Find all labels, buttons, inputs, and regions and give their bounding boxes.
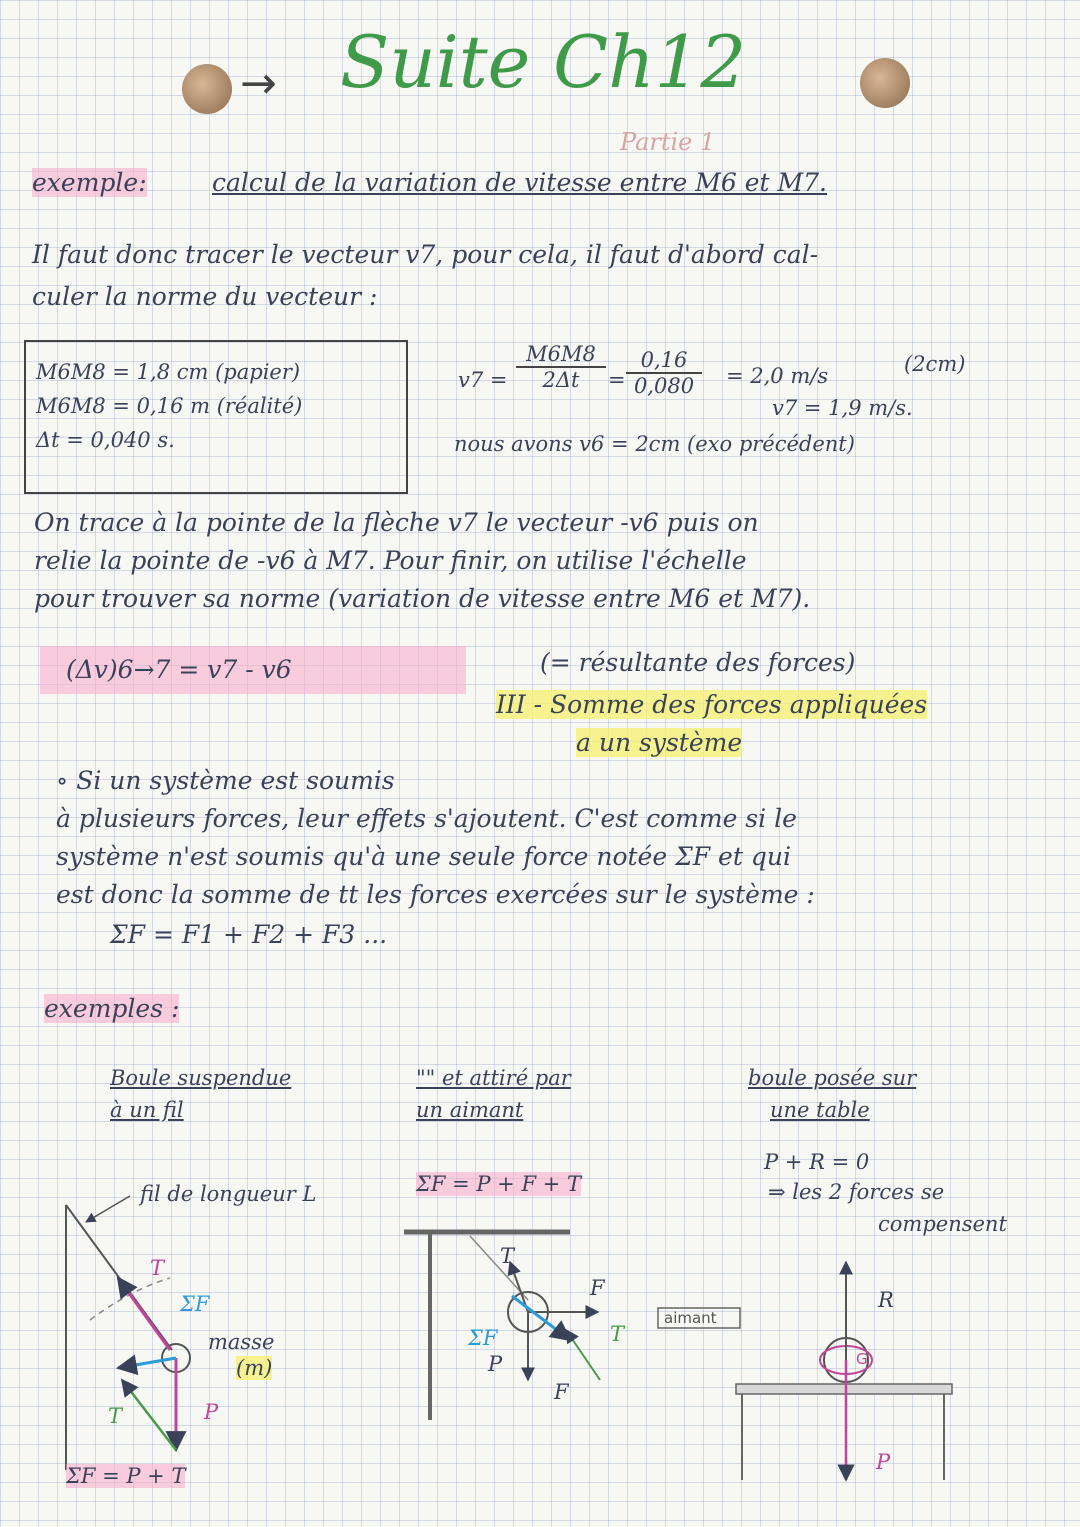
ex3-title-line-2: une table: [770, 1098, 870, 1122]
formula-equals: =: [608, 368, 626, 392]
ex1-T-label: T: [150, 1256, 165, 1280]
page-title: Suite Ch12: [340, 20, 747, 104]
data-line-1: M6M8 = 1,8 cm (papier): [36, 360, 301, 384]
example-label: exemple:: [32, 168, 147, 197]
arrow-icon: →: [240, 58, 277, 109]
ex1-masse-label: masse: [208, 1330, 275, 1354]
ex1-diagram: [66, 1196, 190, 1470]
procedure-line-3: pour trouver sa norme (variation de vitesse entre M6 et M7).: [34, 584, 811, 613]
fraction-2-numerator: 0,16: [626, 348, 702, 374]
section-3-title: III - Somme des forces appliquées: [496, 690, 928, 719]
section-3-title-line-2: a un système: [576, 728, 743, 757]
formula-scale: (2cm): [904, 352, 966, 376]
ex2-title-line-2: un aimant: [416, 1098, 524, 1122]
formula-approx: v7 = 1,9 m/s.: [772, 396, 913, 420]
ex1-P-label: P: [204, 1400, 219, 1424]
ex1-fil-label: fil de longueur L: [140, 1182, 317, 1206]
ex1-tension-copy-vector: [122, 1380, 176, 1450]
ex1-tension-vector: [118, 1278, 170, 1350]
ex1-resultant-vector: [118, 1358, 176, 1368]
rule-line-1: ∘ Si un système est soumis: [56, 766, 395, 795]
ex3-table-top: [736, 1384, 952, 1394]
fraction-1-numerator: M6M8: [516, 342, 606, 368]
ex3-diagram: [736, 1262, 952, 1480]
ex3-line-3: compensent: [878, 1212, 1007, 1236]
rule-line-2: à plusieurs forces, leur effets s'ajoutent. C'est comme si le: [56, 804, 797, 833]
ex1-sum: ΣF = P + T: [66, 1464, 186, 1488]
ex3-line-2: ⇒ les 2 forces se: [768, 1180, 945, 1204]
ex2-title-line-1: "" et attiré par: [416, 1066, 571, 1090]
ex1-title-line-1: Boule suspendue: [110, 1066, 292, 1090]
procedure-line-2: relie la pointe de -v6 à M7. Pour finir, on utilise l'échelle: [34, 546, 747, 575]
intro-line-1: Il faut donc tracer le vecteur v7, pour cela, il faut d'abord cal-: [32, 240, 819, 269]
ex2-T2-label: T: [610, 1322, 625, 1346]
ex2-F2-label: F: [554, 1380, 569, 1404]
ex1-EF-label: ΣF: [180, 1292, 210, 1316]
ex1-fil-pointer: [86, 1196, 130, 1222]
ex1-masse-unit: (m): [236, 1356, 273, 1380]
fraction-1-denominator: 2Δt: [542, 368, 580, 392]
ex2-P-label: P: [488, 1352, 503, 1376]
examples-label: exemples :: [44, 994, 180, 1023]
ex1-swing-arc: [90, 1278, 170, 1320]
rule-line-3: système n'est soumis qu'à une seule force notée ΣF et qui: [56, 842, 791, 871]
ex2-EF-label: ΣF: [468, 1326, 498, 1350]
formula-note: nous avons v6 = 2cm (exo précédent): [454, 432, 855, 456]
ex3-title-line-1: boule posée sur: [748, 1066, 917, 1090]
ex2-T-label: T: [500, 1244, 515, 1268]
ex2-green-vector: [566, 1330, 600, 1380]
ex1-title-line-2: à un fil: [110, 1098, 184, 1122]
rule-sum: ΣF = F1 + F2 + F3 ...: [110, 920, 388, 949]
ex2-resultant-vector: [512, 1296, 570, 1340]
rule-line-4: est donc la somme de tt les forces exercées sur le système :: [56, 880, 815, 909]
formula-lhs: v7 =: [458, 368, 508, 392]
ex3-sum: P + R = 0: [764, 1150, 870, 1174]
ex3-G-label: G: [856, 1350, 868, 1368]
resultante-note: (= résultante des forces): [540, 648, 856, 677]
delta-v-formula: (Δv)6→7 = v7 - v6: [40, 646, 466, 694]
page-subtitle: Partie 1: [620, 128, 716, 156]
ex2-F-label: F: [590, 1276, 605, 1300]
formula-result: = 2,0 m/s: [726, 364, 829, 388]
ex3-P-label: P: [876, 1450, 891, 1474]
ex1-T2-label: T: [108, 1404, 123, 1428]
procedure-line-1: On trace à la pointe de la flèche v7 le vecteur -v6 puis on: [34, 508, 759, 537]
data-line-2: M6M8 = 0,16 m (réalité): [36, 394, 303, 418]
fraction-2-denominator: 0,080: [633, 374, 695, 398]
ex3-R-label: R: [878, 1288, 894, 1312]
data-line-3: Δt = 0,040 s.: [36, 428, 175, 452]
ex2-aimant-label: aimant: [664, 1309, 717, 1327]
ex2-sum: ΣF = P + F + T: [416, 1172, 581, 1196]
example-title: calcul de la variation de vitesse entre M6 et M7.: [212, 168, 827, 197]
intro-line-2-text: culer la norme du vecteur :: [32, 282, 378, 311]
